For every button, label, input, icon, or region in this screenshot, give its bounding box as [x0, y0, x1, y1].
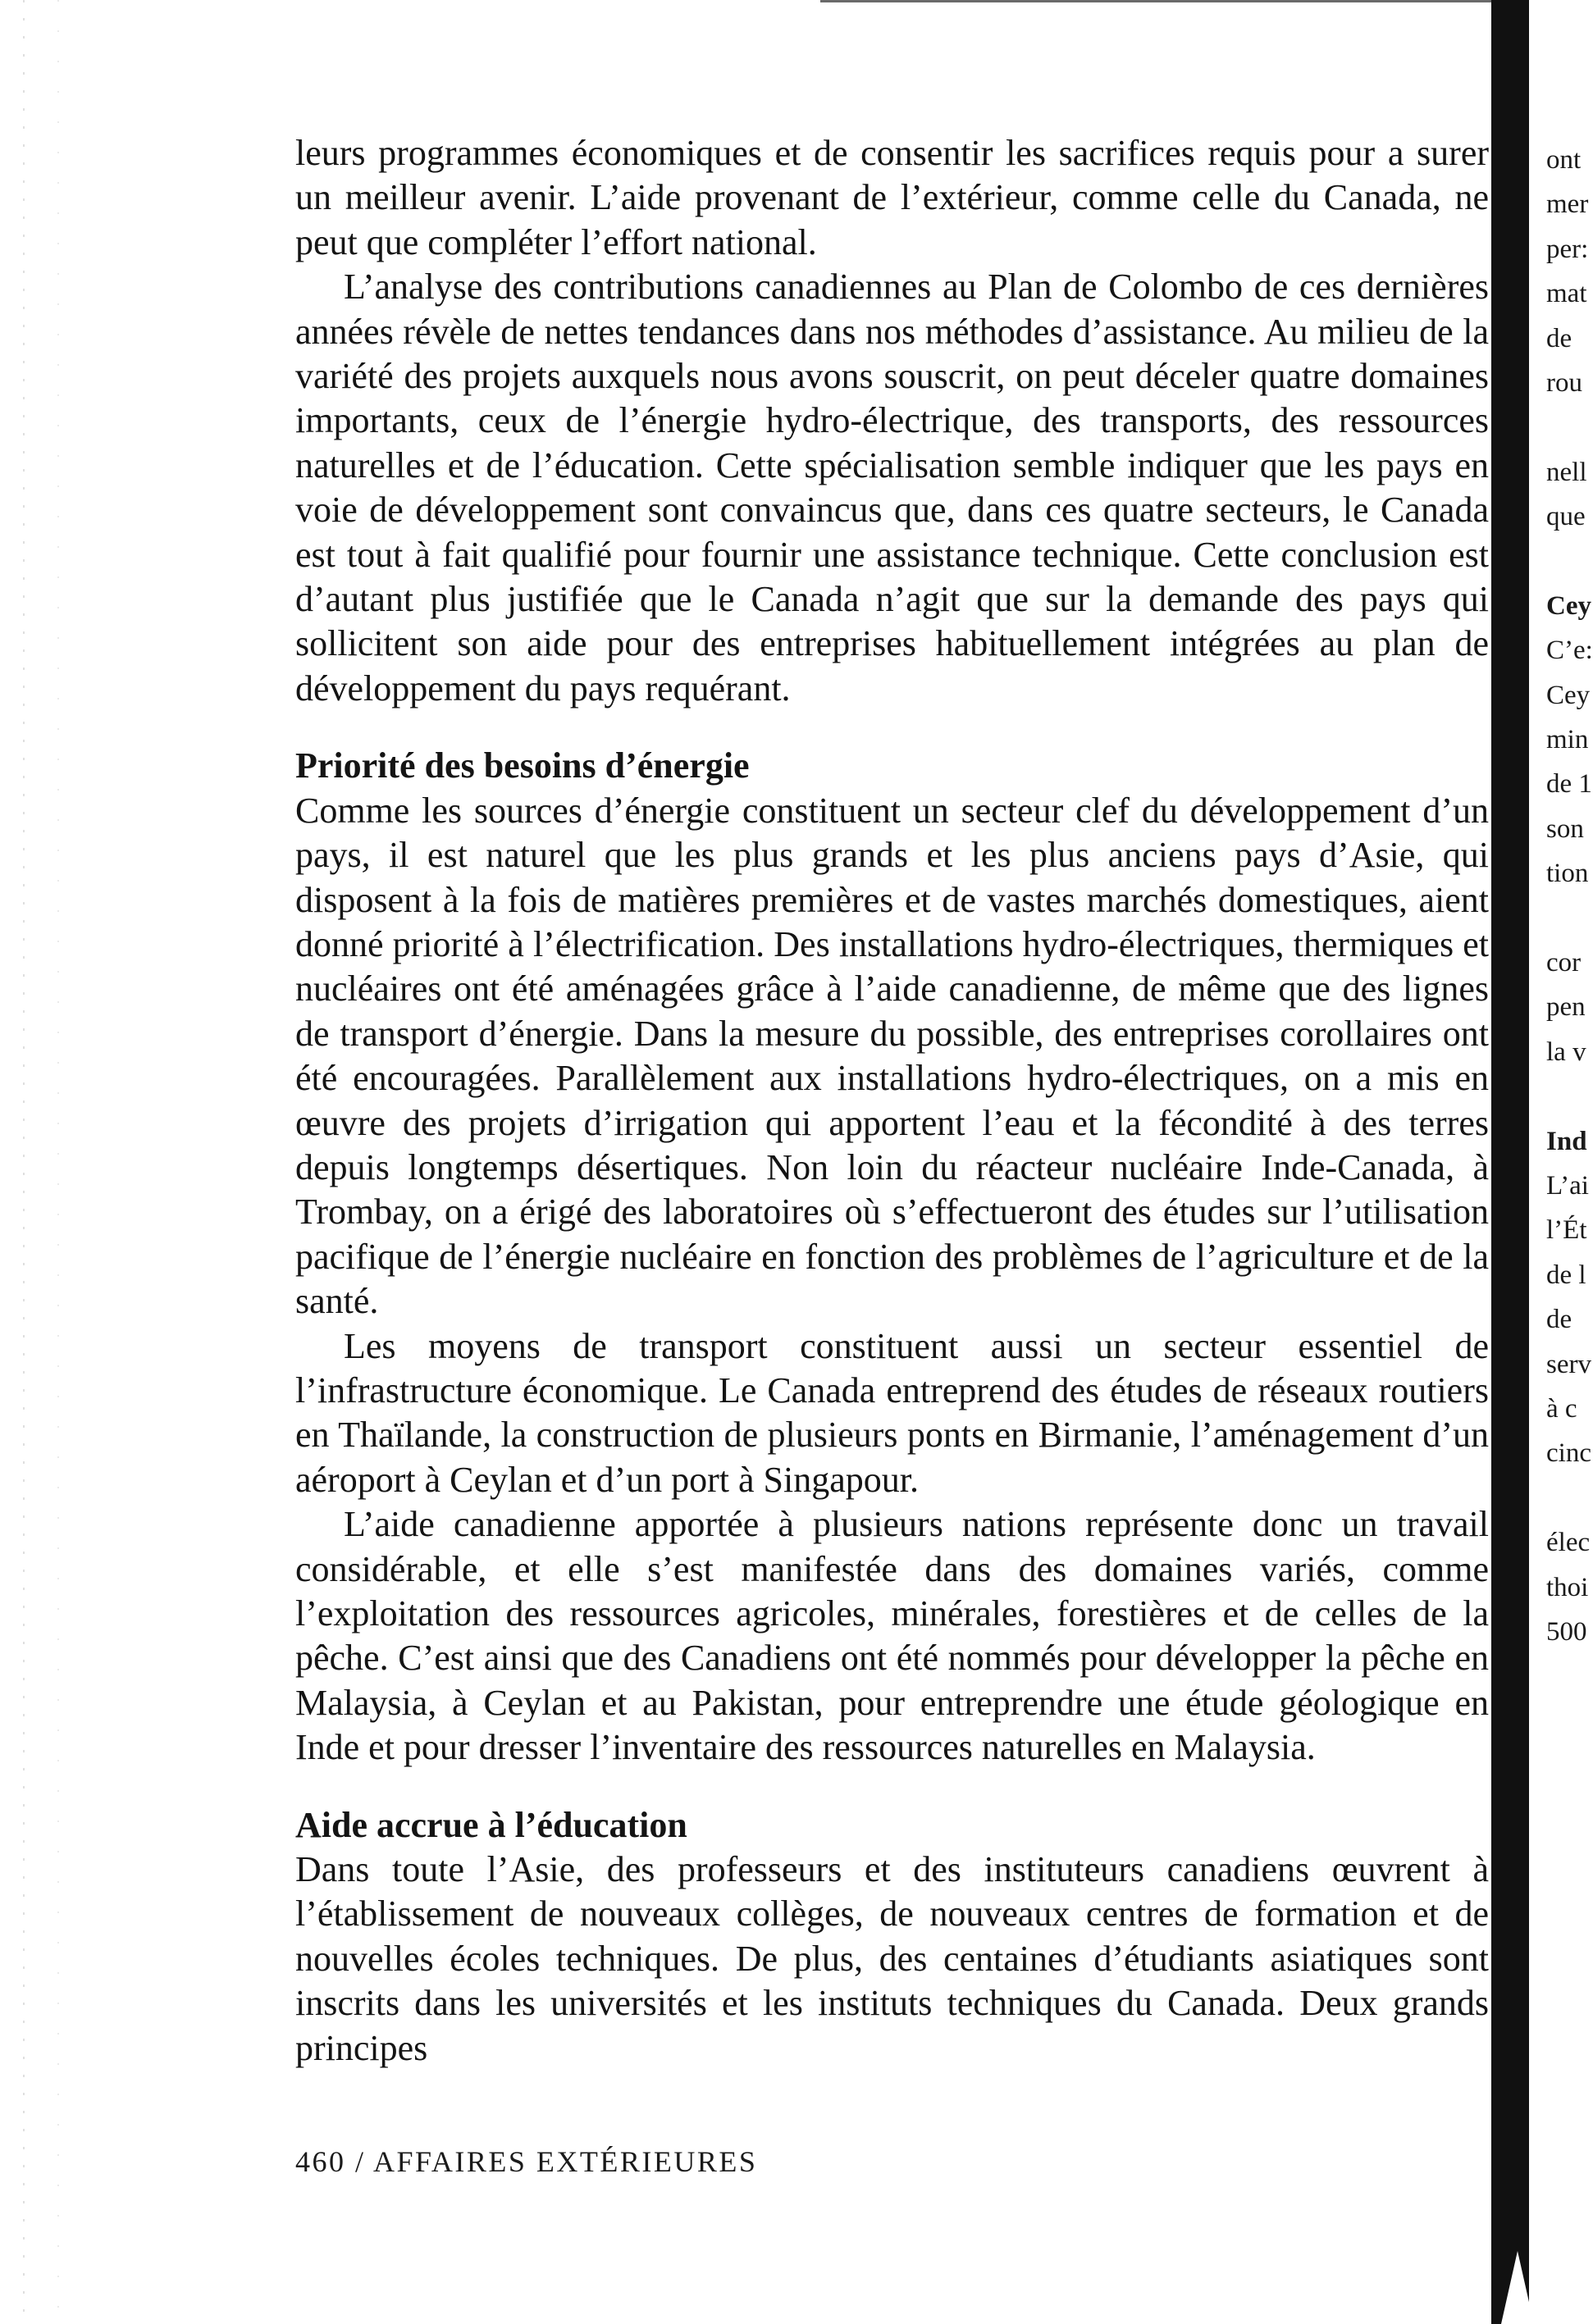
facing-line: son	[1546, 813, 1584, 844]
facing-line: cinc	[1546, 1438, 1591, 1469]
facing-line: Ind	[1546, 1126, 1587, 1156]
facing-line: ont	[1546, 145, 1582, 175]
facing-line	[1546, 1074, 1583, 1119]
facing-line: Cey	[1546, 590, 1591, 621]
gutter-notch	[1501, 2251, 1534, 2324]
facing-line: à c	[1546, 1393, 1577, 1424]
facing-line	[1546, 896, 1583, 941]
facing-line: de	[1546, 1305, 1572, 1335]
section-heading-energy: Priorité des besoins d’énergie	[295, 745, 750, 786]
facing-line: per:	[1546, 234, 1589, 264]
facing-line: min	[1546, 725, 1589, 755]
facing-line: pen	[1546, 992, 1586, 1023]
facing-line: de 1	[1546, 769, 1592, 800]
facing-line: C’e:	[1546, 636, 1593, 666]
facing-line	[1546, 540, 1583, 584]
page-binding-edge	[0, 0, 90, 2324]
top-rule	[820, 0, 1493, 2]
facing-line: tion	[1546, 859, 1589, 889]
main-text	[295, 131, 1489, 2071]
facing-page-fragment	[1546, 138, 1593, 1654]
facing-line: de l	[1546, 1260, 1586, 1290]
facing-line: mat	[1546, 279, 1587, 309]
paragraph: leurs programmes économiques et de consentir les sacrifices requis pour a surer un meilleur avenir. L’aide provenant de l’extérieur, comme celle du Canada, ne peut que compléter l’effort national.	[295, 133, 1489, 262]
facing-line: élec	[1546, 1528, 1591, 1558]
facing-line	[1546, 1476, 1583, 1520]
facing-line: nell	[1546, 457, 1587, 487]
facing-line: L’ai	[1546, 1170, 1589, 1201]
facing-line: Cey	[1546, 680, 1591, 710]
section-heading-education: Aide accrue à l’éducation	[295, 1804, 687, 1845]
facing-line: cor	[1546, 948, 1582, 978]
page-gutter	[1491, 0, 1529, 2324]
facing-line: 500	[1546, 1616, 1587, 1647]
facing-line: mer	[1546, 189, 1589, 220]
paragraph: Comme les sources d’énergie constituent un secteur clef du développement d’un pays, il est naturel que les plus grands et les plus anciens pays d’Asie, qui disposent à la fois de matières premières et de vastes marchés domestiques, aient donné priorité à l’électrification. Des installations hydro-électriques, thermiques et nucléaires ont été aménagées grâce à l’aide canadienne, de même que des lignes de transport d’énergie. Dans la mesure du possible, des entreprises corollaires ont été encouragées. Parallèlement aux installations hydro-électriques, on a mis en œuvre des projets d’irrigation qui apportent l’eau et la fécondité à des terres depuis longtemps désertiques. Non loin du réacteur nucléaire Inde-Canada, à Trombay, on a érigé des laboratoires où s’effectueront des études sur l’utilisation pacifique de l’énergie nucléaire en fonction des problèmes de l’agriculture et de la santé.	[295, 790, 1489, 1322]
paragraph: Dans toute l’Asie, des professeurs et des instituteurs canadiens œuvrent à l’établissement de nouveaux collèges, de nouveaux centres de formation et de nouvelles écoles techniques. De plus, des centaines d’étudiants asiatiques sont inscrits dans les universités et les instituts techniques du Canada. Deux grands principes	[295, 1849, 1489, 2068]
paragraph: L’aide canadienne apportée à plusieurs nations représente donc un travail considérable, et elle s’est manifestée dans des domaines variés, comme l’exploitation des ressources agricoles, minérales, forestières et de celles de la pêche. C’est ainsi que des Canadiens ont été nommés pour développer la pêche en Malaysia, à Ceylan et au Pakistan, pour entreprendre une étude géologique en Inde et pour dresser l’inventaire des ressources naturelles en Malaysia.	[295, 1504, 1489, 1768]
facing-line: l’Ét	[1546, 1215, 1587, 1246]
facing-line	[1546, 405, 1583, 449]
facing-line: rou	[1546, 367, 1582, 398]
facing-line: serv	[1546, 1349, 1591, 1379]
facing-line: de	[1546, 323, 1572, 353]
facing-line: la v	[1546, 1037, 1586, 1067]
page-footer: 460 / AFFAIRES EXTÉRIEURES	[295, 2145, 758, 2178]
paragraph: Les moyens de transport constituent aussi un secteur essentiel de l’infrastructure économique. Le Canada entreprend des études de réseaux routiers en Thaïlande, la construction de plusieurs ponts en Birmanie, l’aménagement d’un aéroport à Ceylan et d’un port à Singapour.	[295, 1325, 1489, 1500]
paragraph: L’analyse des contributions canadiennes au Plan de Colombo de ces dernières années révèle de nettes tendances dans nos méthodes d’assistance. Au milieu de la variété des projets auxquels nous avons souscrit, on peut déceler quatre domaines importants, ceux de l’énergie hydro-électrique, des transports, des ressources naturelles et de l’éducation. Cette spécialisation semble indiquer que les pays en voie de développement sont convaincus que, dans ces quatre secteurs, le Canada est tout à fait qualifié pour fournir une assistance technique. Cette conclusion est d’autant plus justifiée que le Canada n’agit que sur la demande des pays qui sollicitent son aide pour des entreprises habituellement intégrées au plan de développement du pays requérant.	[295, 267, 1489, 709]
facing-line: que	[1546, 502, 1586, 532]
facing-line: thoi	[1546, 1572, 1589, 1602]
